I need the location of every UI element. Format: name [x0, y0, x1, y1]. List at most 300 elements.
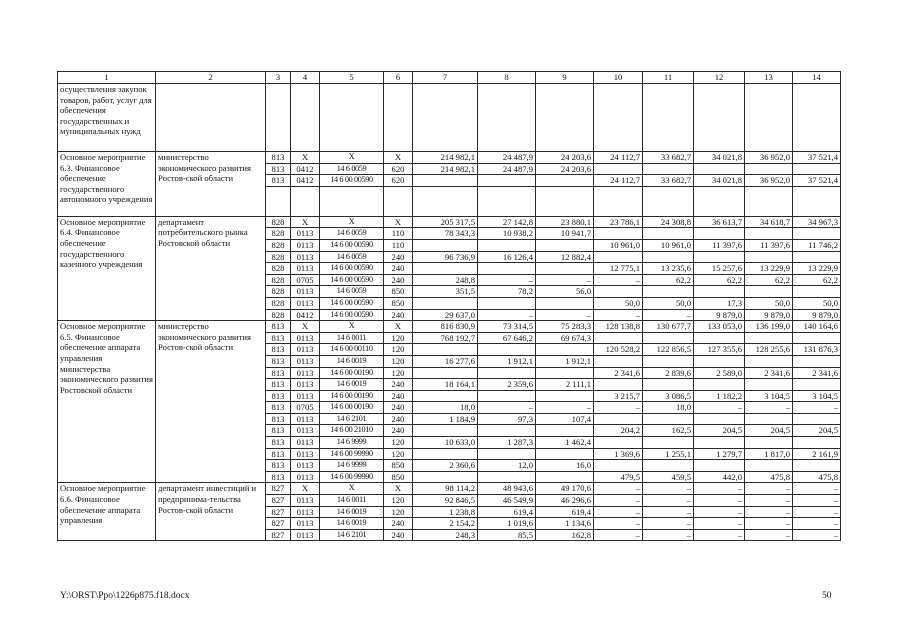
amount-cell: 214 982,1: [413, 152, 478, 164]
column-number-cell: 10: [594, 72, 643, 84]
expense-type-cell: 850: [384, 286, 413, 298]
target-article-cell: 14 6 00 00590: [320, 309, 384, 321]
amount-cell: [745, 286, 793, 298]
section-code-cell: 0412: [291, 309, 320, 321]
amount-cell: [594, 460, 643, 472]
target-article-cell: 14 6 00 00190: [320, 367, 384, 379]
measure-description: Основное мероприятие 6.6. Финансовое обеспечение аппарата управления: [58, 483, 156, 541]
amount-cell: –: [594, 506, 643, 518]
amount-cell: 24 112,7: [594, 152, 643, 164]
amount-cell: 24 112,7: [594, 175, 643, 187]
amount-cell: [745, 332, 793, 344]
ministry-code-cell: 813: [266, 367, 291, 379]
amount-cell: –: [745, 402, 793, 414]
responsible-organization: департамент потребительского рынка Ростовской области: [156, 216, 266, 320]
amount-cell: [793, 379, 841, 391]
amount-cell: 50,0: [594, 297, 643, 309]
amount-cell: [478, 297, 536, 309]
amount-cell: [536, 239, 594, 251]
amount-cell: [413, 367, 478, 379]
table-row: [58, 84, 841, 152]
amount-cell: [478, 448, 536, 460]
section-code-cell: 0113: [291, 379, 320, 391]
expense-type-cell: [384, 84, 413, 152]
amount-cell: –: [694, 483, 745, 495]
amount-cell: 73 314,5: [478, 321, 536, 333]
amount-cell: 12 775,1: [594, 263, 643, 275]
amount-cell: [793, 332, 841, 344]
amount-cell: 204,5: [694, 425, 745, 437]
amount-cell: 24 487,9: [478, 163, 536, 175]
section-code-cell: 0113: [291, 437, 320, 449]
amount-cell: 162,8: [536, 529, 594, 541]
footer-file-path: Y:\ORST\Ppo\1226p875.f18.docx: [60, 591, 190, 601]
ministry-code-cell: 828: [266, 251, 291, 263]
column-number-cell: 8: [478, 72, 536, 84]
expense-type-cell: 120: [384, 355, 413, 367]
amount-cell: [413, 297, 478, 309]
target-article-cell: X: [320, 152, 384, 164]
amount-cell: 248,8: [413, 274, 478, 286]
expense-type-cell: 120: [384, 332, 413, 344]
amount-cell: [694, 413, 745, 425]
target-article-cell: 14 6 2101: [320, 529, 384, 541]
amount-cell: [536, 344, 594, 356]
section-code-cell: 0113: [291, 239, 320, 251]
amount-cell: 10 961,0: [643, 239, 694, 251]
amount-cell: 97,3: [478, 413, 536, 425]
target-article-cell: 14 6 2101: [320, 413, 384, 425]
amount-cell: 10 938,2: [478, 228, 536, 240]
amount-cell: –: [793, 506, 841, 518]
ministry-code-cell: [266, 186, 291, 216]
amount-cell: –: [643, 495, 694, 507]
amount-cell: 9 879,0: [793, 309, 841, 321]
responsible-organization: [156, 84, 266, 152]
ministry-code-cell: 828: [266, 263, 291, 275]
amount-cell: –: [745, 518, 793, 530]
target-article-cell: 14 6 9999: [320, 437, 384, 449]
ministry-code-cell: 813: [266, 344, 291, 356]
amount-cell: 11 397,6: [745, 239, 793, 251]
amount-cell: [643, 84, 694, 152]
target-article-cell: 14 6 00 00590: [320, 263, 384, 275]
amount-cell: [478, 84, 536, 152]
column-number-cell: 14: [793, 72, 841, 84]
expense-type-cell: 120: [384, 495, 413, 507]
amount-cell: 1 912,1: [478, 355, 536, 367]
column-number-cell: 7: [413, 72, 478, 84]
amount-cell: 56,0: [536, 286, 594, 298]
section-code-cell: 0113: [291, 471, 320, 483]
amount-cell: 15 257,6: [694, 263, 745, 275]
amount-cell: [694, 251, 745, 263]
amount-cell: 3 215,7: [594, 390, 643, 402]
amount-cell: 33 682,7: [643, 175, 694, 187]
amount-cell: 46 296,6: [536, 495, 594, 507]
amount-cell: 3 104,5: [745, 390, 793, 402]
amount-cell: –: [594, 518, 643, 530]
amount-cell: –: [793, 518, 841, 530]
amount-cell: –: [536, 402, 594, 414]
section-code-cell: 0113: [291, 413, 320, 425]
section-code-cell: 0113: [291, 460, 320, 472]
amount-cell: 9 879,0: [694, 309, 745, 321]
amount-cell: [536, 448, 594, 460]
amount-cell: 1 019,6: [478, 518, 536, 530]
amount-cell: –: [643, 483, 694, 495]
target-article-cell: 14 6 00 00590: [320, 175, 384, 187]
amount-cell: 204,5: [745, 425, 793, 437]
amount-cell: [413, 263, 478, 275]
section-code-cell: X: [291, 216, 320, 228]
amount-cell: 131 876,3: [793, 344, 841, 356]
section-code-cell: 0113: [291, 518, 320, 530]
target-article-cell: 14 6 0059: [320, 163, 384, 175]
amount-cell: –: [694, 495, 745, 507]
amount-cell: [594, 332, 643, 344]
amount-cell: [413, 344, 478, 356]
amount-cell: 1 912,1: [536, 355, 594, 367]
amount-cell: 1 369,6: [594, 448, 643, 460]
amount-cell: 34 967,3: [793, 216, 841, 228]
amount-cell: –: [643, 506, 694, 518]
column-number-cell: 9: [536, 72, 594, 84]
amount-cell: [694, 228, 745, 240]
amount-cell: [745, 84, 793, 152]
amount-cell: 351,5: [413, 286, 478, 298]
amount-cell: [694, 355, 745, 367]
section-code-cell: 0113: [291, 263, 320, 275]
ministry-code-cell: 828: [266, 286, 291, 298]
amount-cell: –: [536, 309, 594, 321]
amount-cell: 130 677,7: [643, 321, 694, 333]
amount-cell: 2 154,2: [413, 518, 478, 530]
amount-cell: [594, 379, 643, 391]
ministry-code-cell: 813: [266, 460, 291, 472]
amount-cell: 67 646,2: [478, 332, 536, 344]
expense-type-cell: 240: [384, 518, 413, 530]
amount-cell: [594, 186, 643, 216]
column-number-cell: 4: [291, 72, 320, 84]
amount-cell: [643, 163, 694, 175]
expense-type-cell: 850: [384, 460, 413, 472]
amount-cell: [478, 344, 536, 356]
amount-cell: 10 633,0: [413, 437, 478, 449]
column-number-cell: 3: [266, 72, 291, 84]
target-article-cell: 14 6 0059: [320, 286, 384, 298]
amount-cell: 768 192,7: [413, 332, 478, 344]
section-code-cell: [291, 84, 320, 152]
amount-cell: 12,0: [478, 460, 536, 472]
amount-cell: 120 528,2: [594, 344, 643, 356]
ministry-code-cell: 828: [266, 309, 291, 321]
amount-cell: 69 674,3: [536, 332, 594, 344]
amount-cell: 2 111,1: [536, 379, 594, 391]
ministry-code-cell: 828: [266, 297, 291, 309]
amount-cell: 128 138,8: [594, 321, 643, 333]
column-number-cell: 5: [320, 72, 384, 84]
target-article-cell: 14 6 9999: [320, 460, 384, 472]
table-row: [58, 483, 841, 495]
amount-cell: 13 235,6: [643, 263, 694, 275]
amount-cell: –: [793, 483, 841, 495]
table-row: [58, 216, 841, 228]
amount-cell: 50,0: [745, 297, 793, 309]
expense-type-cell: 110: [384, 239, 413, 251]
amount-cell: [536, 263, 594, 275]
amount-cell: –: [478, 309, 536, 321]
expense-type-cell: 240: [384, 263, 413, 275]
amount-cell: [536, 390, 594, 402]
amount-cell: 2 589,0: [694, 367, 745, 379]
amount-cell: –: [745, 483, 793, 495]
amount-cell: [536, 186, 594, 216]
expense-type-cell: 240: [384, 274, 413, 286]
amount-cell: 24 308,8: [643, 216, 694, 228]
amount-cell: [478, 425, 536, 437]
amount-cell: [536, 367, 594, 379]
target-article-cell: 14 6 0011: [320, 495, 384, 507]
amount-cell: [745, 379, 793, 391]
measure-description: Основное мероприятие 6.5. Финансовое обеспечение аппарата управления министерства экономического развития Ростовской области: [58, 321, 156, 483]
amount-cell: 36 952,0: [745, 152, 793, 164]
target-article-cell: 14 6 0019: [320, 379, 384, 391]
amount-cell: 62,2: [694, 274, 745, 286]
target-article-cell: 14 6 0019: [320, 506, 384, 518]
amount-cell: 10 941,7: [536, 228, 594, 240]
section-code-cell: X: [291, 152, 320, 164]
amount-cell: [745, 413, 793, 425]
amount-cell: 475,8: [745, 471, 793, 483]
amount-cell: 13 229,9: [745, 263, 793, 275]
amount-cell: 62,2: [643, 274, 694, 286]
amount-cell: [643, 186, 694, 216]
amount-cell: [413, 390, 478, 402]
column-number-cell: 6: [384, 72, 413, 84]
amount-cell: 49 170,6: [536, 483, 594, 495]
amount-cell: 136 199,0: [745, 321, 793, 333]
amount-cell: –: [594, 529, 643, 541]
amount-cell: 96 736,9: [413, 251, 478, 263]
expense-type-cell: 120: [384, 506, 413, 518]
amount-cell: 162,5: [643, 425, 694, 437]
amount-cell: [793, 460, 841, 472]
amount-cell: –: [745, 495, 793, 507]
amount-cell: [478, 471, 536, 483]
amount-cell: 34 021,8: [694, 175, 745, 187]
amount-cell: [536, 175, 594, 187]
ministry-code-cell: 828: [266, 239, 291, 251]
amount-cell: 11 397,6: [694, 239, 745, 251]
target-article-cell: X: [320, 321, 384, 333]
amount-cell: 459,5: [643, 471, 694, 483]
expense-type-cell: 120: [384, 437, 413, 449]
amount-cell: [793, 251, 841, 263]
section-code-cell: 0113: [291, 425, 320, 437]
amount-cell: –: [745, 529, 793, 541]
ministry-code-cell: 813: [266, 402, 291, 414]
amount-cell: [793, 437, 841, 449]
amount-cell: 24 203,6: [536, 152, 594, 164]
amount-cell: 1 817,0: [745, 448, 793, 460]
amount-cell: [793, 355, 841, 367]
amount-cell: 1 462,4: [536, 437, 594, 449]
section-code-cell: 0113: [291, 495, 320, 507]
amount-cell: –: [594, 402, 643, 414]
amount-cell: 92 846,5: [413, 495, 478, 507]
expense-type-cell: 240: [384, 379, 413, 391]
responsible-organization: департамент инвестиций и предпринима-тельства Ростов-ской области: [156, 483, 266, 541]
target-article-cell: 14 6 00 21010: [320, 425, 384, 437]
page-number: 50: [822, 591, 832, 601]
ministry-code-cell: 827: [266, 495, 291, 507]
amount-cell: [745, 355, 793, 367]
amount-cell: 75 283,3: [536, 321, 594, 333]
amount-cell: 133 053,0: [694, 321, 745, 333]
target-article-cell: 14 6 00 99990: [320, 471, 384, 483]
amount-cell: 619,4: [536, 506, 594, 518]
amount-cell: 16 126,4: [478, 251, 536, 263]
amount-cell: 1 182,2: [694, 390, 745, 402]
amount-cell: [694, 84, 745, 152]
section-code-cell: 0113: [291, 367, 320, 379]
amount-cell: [478, 175, 536, 187]
amount-cell: 16,0: [536, 460, 594, 472]
amount-cell: 9 879,0: [745, 309, 793, 321]
amount-cell: [643, 286, 694, 298]
amount-cell: [536, 425, 594, 437]
expense-type-cell: 620: [384, 163, 413, 175]
amount-cell: 34 021,8: [694, 152, 745, 164]
amount-cell: [413, 175, 478, 187]
column-number-cell: 11: [643, 72, 694, 84]
ministry-code-cell: 813: [266, 413, 291, 425]
amount-cell: 205 317,5: [413, 216, 478, 228]
amount-cell: [413, 239, 478, 251]
target-article-cell: 14 6 0019: [320, 355, 384, 367]
amount-cell: –: [643, 309, 694, 321]
section-code-cell: 0113: [291, 355, 320, 367]
amount-cell: –: [694, 529, 745, 541]
section-code-cell: 0113: [291, 390, 320, 402]
amount-cell: 36 952,0: [745, 175, 793, 187]
expense-type-cell: 120: [384, 367, 413, 379]
amount-cell: 37 521,4: [793, 152, 841, 164]
amount-cell: 33 682,7: [643, 152, 694, 164]
amount-cell: 1 287,3: [478, 437, 536, 449]
section-code-cell: 0113: [291, 332, 320, 344]
section-code-cell: 0113: [291, 344, 320, 356]
amount-cell: –: [694, 402, 745, 414]
ministry-code-cell: 813: [266, 437, 291, 449]
target-article-cell: 14 6 00 00110: [320, 344, 384, 356]
amount-cell: [694, 286, 745, 298]
amount-cell: [643, 332, 694, 344]
amount-cell: [745, 228, 793, 240]
amount-cell: 50,0: [643, 297, 694, 309]
amount-cell: [643, 251, 694, 263]
target-article-cell: 14 6 00 00190: [320, 402, 384, 414]
target-article-cell: 14 6 00 00590: [320, 274, 384, 286]
amount-cell: 1 279,7: [694, 448, 745, 460]
amount-cell: [594, 228, 643, 240]
amount-cell: [413, 471, 478, 483]
amount-cell: –: [594, 309, 643, 321]
ministry-code-cell: 813: [266, 163, 291, 175]
amount-cell: [694, 460, 745, 472]
expense-type-cell: 240: [384, 402, 413, 414]
amount-cell: 3 104,5: [793, 390, 841, 402]
amount-cell: 3 086,5: [643, 390, 694, 402]
amount-cell: [643, 460, 694, 472]
amount-cell: –: [694, 518, 745, 530]
amount-cell: 2 341,6: [793, 367, 841, 379]
amount-cell: [694, 437, 745, 449]
ministry-code-cell: 813: [266, 152, 291, 164]
amount-cell: 46 549,9: [478, 495, 536, 507]
amount-cell: [643, 379, 694, 391]
amount-cell: –: [793, 402, 841, 414]
amount-cell: [478, 263, 536, 275]
column-number-cell: 12: [694, 72, 745, 84]
target-article-cell: 14 6 00 00590: [320, 239, 384, 251]
amount-cell: –: [694, 506, 745, 518]
expense-type-cell: 240: [384, 390, 413, 402]
amount-cell: [643, 228, 694, 240]
expense-type-cell: [384, 186, 413, 216]
amount-cell: –: [594, 495, 643, 507]
expense-type-cell: 110: [384, 228, 413, 240]
amount-cell: [694, 379, 745, 391]
amount-cell: [594, 355, 643, 367]
amount-cell: 13 229,9: [793, 263, 841, 275]
amount-cell: –: [643, 529, 694, 541]
amount-cell: –: [594, 274, 643, 286]
amount-cell: [694, 332, 745, 344]
expense-type-cell: 120: [384, 344, 413, 356]
measure-description: осуществления закупок товаров, работ, услуг для обеспечения государственных и муниципальных нужд: [58, 84, 156, 152]
amount-cell: [478, 186, 536, 216]
amount-cell: 29 637,0: [413, 309, 478, 321]
amount-cell: 11 746,2: [793, 239, 841, 251]
amount-cell: [478, 239, 536, 251]
amount-cell: –: [478, 274, 536, 286]
amount-cell: [793, 84, 841, 152]
section-code-cell: 0113: [291, 506, 320, 518]
amount-cell: 248,3: [413, 529, 478, 541]
amount-cell: [694, 163, 745, 175]
target-article-cell: 14 6 00 99990: [320, 448, 384, 460]
amount-cell: –: [793, 495, 841, 507]
expense-type-cell: 850: [384, 471, 413, 483]
amount-cell: –: [594, 483, 643, 495]
column-number-cell: 13: [745, 72, 793, 84]
amount-cell: 2 341,6: [594, 367, 643, 379]
expense-type-cell: X: [384, 321, 413, 333]
amount-cell: –: [536, 274, 594, 286]
amount-cell: –: [793, 529, 841, 541]
target-article-cell: X: [320, 483, 384, 495]
amount-cell: 204,2: [594, 425, 643, 437]
section-code-cell: 0113: [291, 529, 320, 541]
amount-cell: 23 786,1: [594, 216, 643, 228]
column-number-cell: 2: [156, 72, 266, 84]
measure-description: Основное мероприятие 6.3. Финансовое обеспечение государственного автономного учреждения: [58, 152, 156, 217]
ministry-code-cell: 813: [266, 355, 291, 367]
amount-cell: [793, 228, 841, 240]
measure-description: Основное мероприятие 6.4. Финансовое обеспечение государственного казенного учреждения: [58, 216, 156, 320]
